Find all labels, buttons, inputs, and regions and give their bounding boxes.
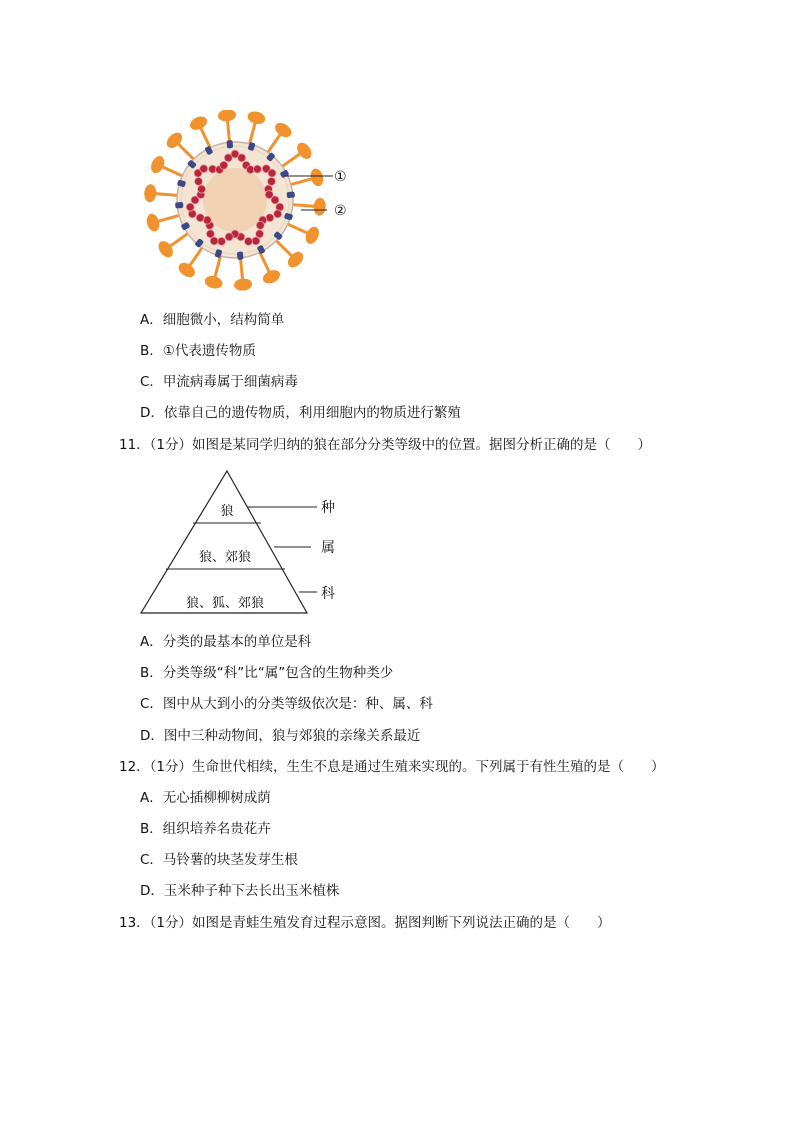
spike-head <box>188 114 209 133</box>
label-2: ② <box>334 203 347 219</box>
spike-head <box>203 274 223 290</box>
spike-head <box>217 110 236 122</box>
q11-option-d: D．图中三种动物间，狼与郊狼的亲缘关系最近 <box>140 728 421 744</box>
rna-bead <box>200 165 208 173</box>
spike-stem <box>162 167 184 177</box>
membrane-protein <box>226 140 233 149</box>
spike-stem <box>178 144 195 161</box>
spike-head <box>144 184 157 203</box>
spike-head <box>246 110 266 126</box>
spike-head <box>145 212 161 233</box>
spike-stem <box>286 223 308 233</box>
q12-option-d: D．玉米种子种下去长出玉米植株 <box>140 883 340 899</box>
spike-stem <box>291 204 315 206</box>
taxonomy-pyramid <box>135 466 365 618</box>
q12-stem: 12．（1分）生命世代相续，生生不息是通过生殖来实现的。下列属于有性生殖的是（ ） <box>119 759 665 775</box>
spike-head <box>176 260 198 280</box>
rna-bead <box>265 191 273 199</box>
q10-option-c: C．甲流病毒属于细菌病毒 <box>140 374 298 390</box>
rank-genus: 属 <box>321 540 335 556</box>
spike-head <box>272 120 294 140</box>
spike-head <box>261 267 282 286</box>
rna-bead <box>253 165 261 173</box>
rna-bead <box>256 221 264 229</box>
q12-option-c: C．马铃薯的块茎发芽生根 <box>140 852 298 868</box>
rna-bead <box>225 233 233 241</box>
rna-bead <box>206 230 214 238</box>
rank-species: 种 <box>321 500 335 516</box>
rank-family: 科 <box>321 586 335 602</box>
spike-stem <box>215 254 221 277</box>
q13-stem: 13．（1分）如图是青蛙生殖发育过程示意图。据图判断下列说法正确的是（ ） <box>119 915 611 931</box>
q10-option-b: B．①代表遗传物质 <box>140 343 256 359</box>
spike-stem <box>275 239 292 256</box>
q10-option-d: D．依靠自己的遗传物质，利用细胞内的物质进行繁殖 <box>140 405 461 421</box>
q11-option-a: A．分类的最基本的单位是科 <box>140 634 312 650</box>
rna-bead <box>252 237 260 245</box>
membrane-protein <box>175 202 184 209</box>
rna-bead <box>196 214 204 222</box>
spike-head <box>233 278 252 292</box>
label-1: ① <box>334 169 347 185</box>
rna-bead <box>198 185 206 193</box>
spike-head <box>294 140 314 162</box>
pyramid-level-2: 狼、郊狼 <box>198 550 252 565</box>
spike-stem <box>158 215 181 221</box>
rna-bead <box>267 177 275 185</box>
q11-option-c: C．图中从大到小的分类等级依次是：种、属、科 <box>140 696 433 712</box>
spike-stem <box>249 123 255 146</box>
rna-bead <box>274 210 282 218</box>
membrane-protein <box>237 251 244 260</box>
q11-option-b: B．分类等级“科”比“属”包含的生物种类少 <box>140 665 394 681</box>
rna-bead <box>220 161 228 169</box>
spike-stem <box>259 251 269 273</box>
virus-diagram <box>135 110 365 300</box>
rna-bead <box>195 177 203 185</box>
membrane-protein <box>286 191 295 198</box>
spike-stem <box>281 154 301 168</box>
spike-stem <box>170 232 190 246</box>
pyramid-level-3: 狼、狐、郊狼 <box>185 596 265 611</box>
spike-stem <box>190 246 204 266</box>
spike-stem <box>289 179 312 185</box>
q11-stem: 11．（1分）如图是某同学归纳的狼在部分分类等级中的位置。据图分析正确的是（ ） <box>119 437 652 453</box>
rna-bead <box>218 237 226 245</box>
pyramid-level-1: 狼 <box>220 504 234 519</box>
q12-option-b: B．组织培养名贵花卉 <box>140 821 271 837</box>
q10-option-a: A．细胞微小，结构简单 <box>140 312 285 328</box>
spike-head <box>149 154 167 175</box>
rna-bead <box>244 237 252 245</box>
spike-head <box>309 167 325 188</box>
q12-option-a: A．无心插柳柳树成荫 <box>140 790 271 806</box>
rna-bead <box>268 169 276 177</box>
spike-head <box>303 225 321 246</box>
spike-head <box>313 197 326 216</box>
spike-head <box>156 238 176 260</box>
spike-stem <box>267 134 281 154</box>
spike-stem <box>201 128 211 150</box>
rna-bead <box>186 203 194 211</box>
spike-stem <box>155 194 179 196</box>
rna-bead <box>238 154 246 162</box>
